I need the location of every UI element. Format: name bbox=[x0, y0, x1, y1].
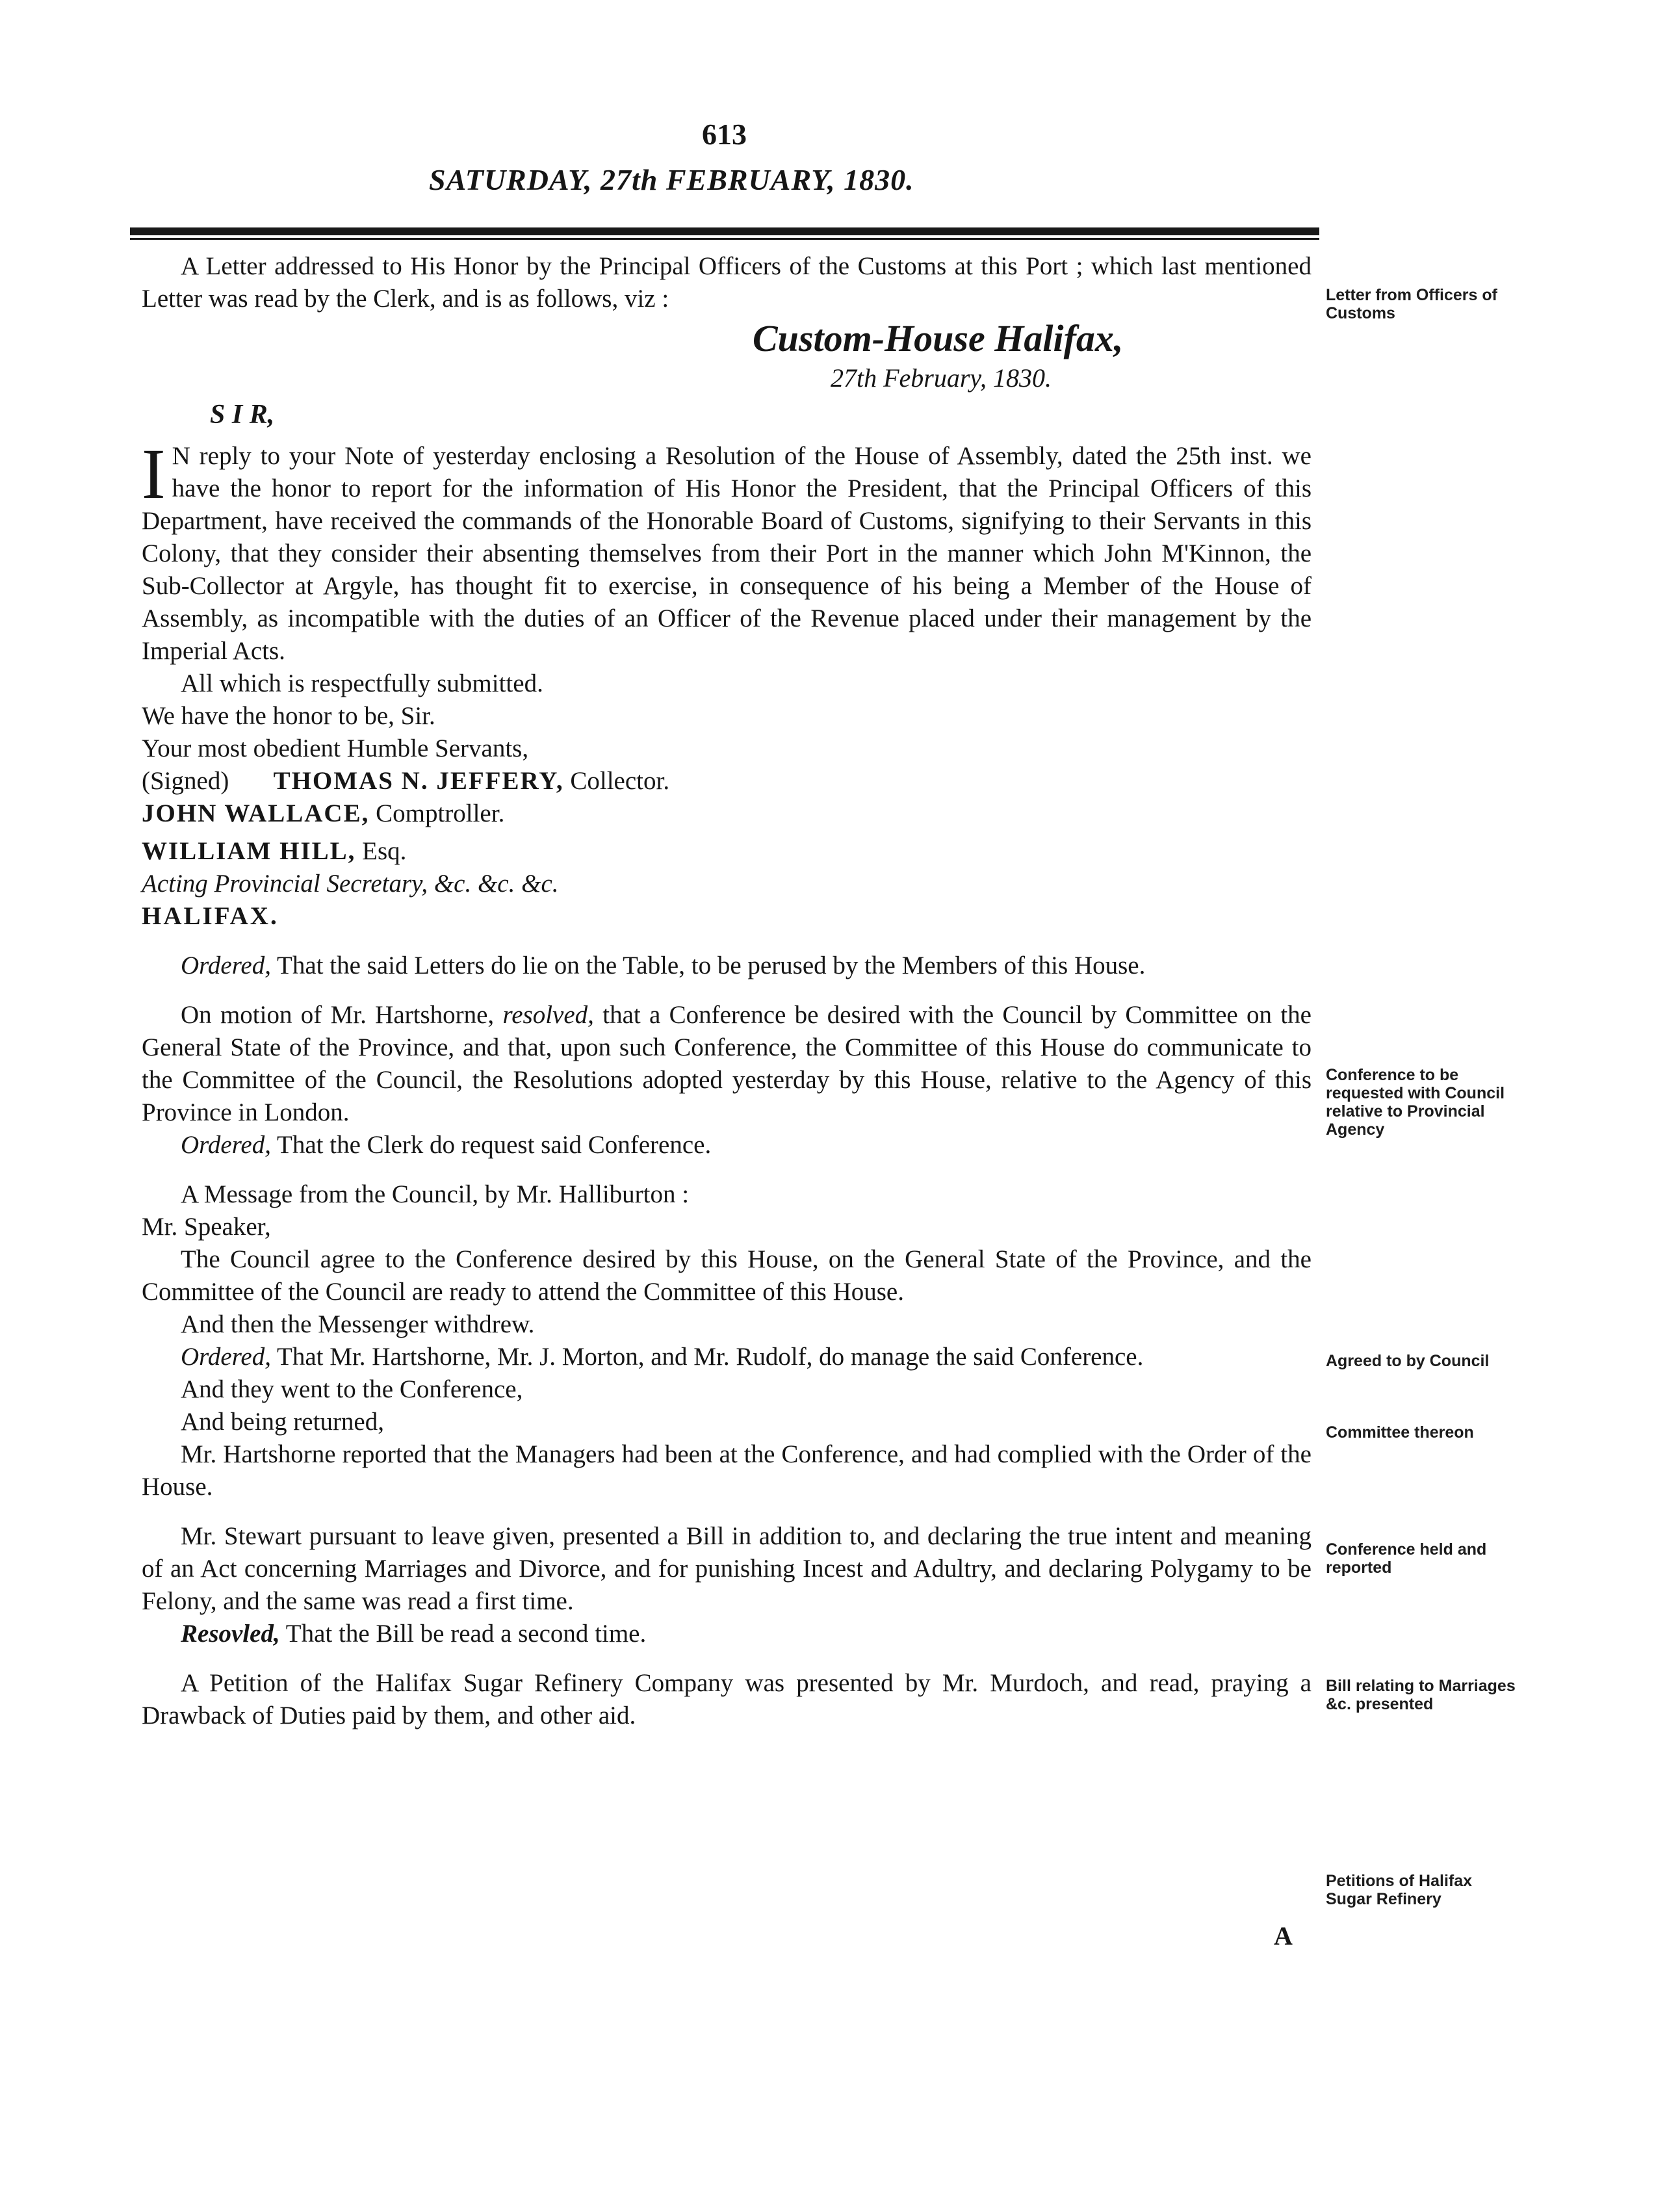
margin-note-bill: Bill relating to Marriages &c. presented bbox=[1326, 1677, 1516, 1713]
journal-body bbox=[142, 250, 1312, 1732]
motion-lead: On motion of Mr. Hartshorne, bbox=[181, 1001, 495, 1029]
letter-body-text: N reply to your Note of yesterday enclosing a Resolution of the House of Assembly, dated the 25th inst. we have the honor to report for the information of His Honor the President, that the Principal Officers of this Department, have received the commands of the Honorable Board of Customs, signifying to their Servants in this Colony, that they consider their absenting themselves from their Port in the manner which John M'Kinnon, the Sub-Collector at Argyle, has thought fit to exercise, in consequence of his being a Member of the House of Assembly, as incompatible with the duties of an Officer of the Revenue placed under their management by the Imperial Acts. bbox=[142, 442, 1312, 665]
letter-body bbox=[142, 434, 1312, 667]
resolved-para bbox=[142, 1618, 1312, 1650]
council-agree-para: The Council agree to the Conference desired by this House, on the General State of the Province, and the Committee of the Council are ready to attend the Committee of this House. bbox=[142, 1245, 1312, 1306]
addressee-suffix: Esq. bbox=[362, 837, 407, 865]
margin-note-conference: Conference to be requested with Council relative to Provincial Agency bbox=[1326, 1066, 1505, 1139]
ordered-manage-text: That Mr. Hartshorne, Mr. J. Morton, and Mr. Rudolf, do manage the said Conference. bbox=[277, 1343, 1144, 1371]
addressee-name: WILLIAM HILL, bbox=[142, 837, 356, 865]
addressee-title: Acting Provincial Secretary, &c. &c. &c. bbox=[142, 870, 559, 898]
margin-note-petitions: Petitions of Halifax Sugar Refinery bbox=[1326, 1872, 1473, 1908]
reported-para: Mr. Hartshorne reported that the Managers had been at the Conference, and had complied with the Order of the House. bbox=[142, 1440, 1312, 1501]
ordered-table-para bbox=[142, 950, 1312, 982]
ordered-clerk-text: That the Clerk do request said Conference. bbox=[277, 1131, 712, 1159]
message-para: A Message from the Council, by Mr. Halliburton : bbox=[181, 1180, 690, 1208]
margin-note-letter: Letter from Officers of Customs bbox=[1326, 286, 1497, 322]
catchword: A bbox=[1274, 1921, 1293, 1950]
page-number: 613 bbox=[702, 118, 747, 151]
ordered-table-text: That the said Letters do lie on the Table, to be perused by the Members of this House. bbox=[277, 952, 1146, 979]
header-rule bbox=[130, 227, 1319, 235]
margin-note-held: Conference held and reported bbox=[1326, 1540, 1487, 1577]
letter-date: 27th February, 1830. bbox=[831, 363, 1052, 393]
margin-note-committee: Committee thereon bbox=[1326, 1423, 1474, 1442]
ordered-clerk-para bbox=[142, 1129, 1312, 1161]
returned-para: And being returned, bbox=[181, 1408, 384, 1436]
resolved-lead: Resovled, bbox=[181, 1620, 280, 1648]
letter-closing-1: We have the honor to be, Sir. bbox=[142, 702, 435, 730]
signer-2-name: JOHN WALLACE, bbox=[142, 799, 370, 827]
signer-1-name: THOMAS N. JEFFERY, bbox=[273, 767, 564, 795]
went-para: And they went to the Conference, bbox=[181, 1375, 523, 1403]
letter-intro: A Letter addressed to His Honor by the Principal Officers of the Customs at this Port ; which last mentioned Letter was read by the Clerk, and is as follows, viz : bbox=[142, 252, 1312, 313]
header-rule-thin bbox=[130, 238, 1319, 240]
letter-salutation: S I R, bbox=[210, 400, 275, 430]
drop-cap: I bbox=[142, 434, 166, 513]
motion-text: that a Conference be desired with the Council by Committee on the General State of the Province, and that, upon such Conference, the Committee of this House do communicate to the Committee of the Council, the Resolutions adopted yesterday by this House, relative to the Agency of this Province in London. bbox=[142, 1001, 1312, 1126]
margin-note-agreed: Agreed to by Council bbox=[1326, 1352, 1490, 1370]
signer-1-title: Collector. bbox=[570, 767, 670, 795]
signature-line-1 bbox=[142, 765, 1312, 797]
letter-closing-2: Your most obedient Humble Servants, bbox=[142, 734, 529, 762]
stewart-bill-para: Mr. Stewart pursuant to leave given, presented a Bill in addition to, and declaring the true intent and meaning of an Act concerning Marriages and Divorce, and for punishing Incest and Adultry, and declaring Polygamy to be Felony, and the same was read a first time. bbox=[142, 1522, 1312, 1615]
ordered-manage-lead: Ordered, bbox=[181, 1343, 271, 1371]
speaker-line: Mr. Speaker, bbox=[142, 1213, 271, 1241]
resolved-text: That the Bill be read a second time. bbox=[285, 1620, 647, 1648]
signer-2-title: Comptroller. bbox=[376, 799, 505, 827]
ordered-lead: Ordered, bbox=[181, 952, 271, 979]
ordered-clerk-lead: Ordered, bbox=[181, 1131, 271, 1159]
motion-para bbox=[142, 999, 1312, 1129]
page-header-date: SATURDAY, 27th FEBRUARY, 1830. bbox=[429, 163, 914, 196]
addressee-place: HALIFAX. bbox=[142, 902, 279, 930]
letter-submitted: All which is respectfully submitted. bbox=[181, 669, 543, 697]
petition-para: A Petition of the Halifax Sugar Refinery Company was presented by Mr. Murdoch, and read, praying a Drawback of Duties paid by them, and other aid. bbox=[142, 1669, 1312, 1729]
withdrew-para: And then the Messenger withdrew. bbox=[181, 1310, 535, 1338]
signed-label: (Signed) bbox=[142, 767, 229, 795]
ordered-manage-para bbox=[142, 1341, 1312, 1373]
motion-resolved: resolved, bbox=[502, 1001, 594, 1029]
letter-place: Custom-House Halifax, bbox=[753, 317, 1124, 359]
signature-line-2 bbox=[142, 797, 1312, 830]
addressee-line bbox=[142, 835, 1312, 868]
